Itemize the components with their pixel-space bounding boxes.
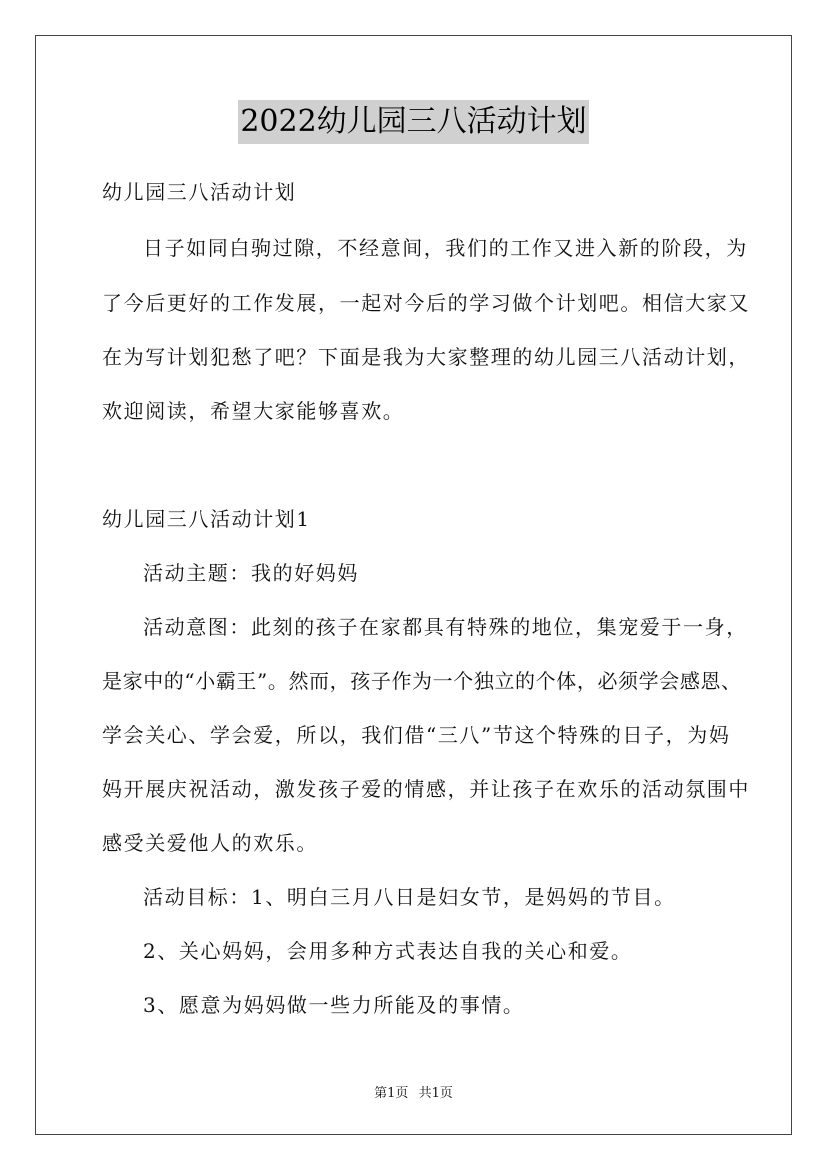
title-container [0, 100, 827, 144]
section-heading: 幼儿园三八活动计划1 [102, 507, 311, 531]
intent-line-1: 活动意图：此刻的孩子在家都具有特殊的地位，集宠爱于一身， [143, 615, 748, 639]
intro-line-4: 欢迎阅读，希望大家能够喜欢。 [102, 399, 405, 423]
goal-line-2: 2、关心妈妈，会用多种方式表达自我的关心和爱。 [143, 939, 633, 963]
intent-line-2: 是家中的“小霸王”。然而，孩子作为一个独立的个体，必须学会感恩、 [102, 669, 742, 693]
page-total: 共1页 [418, 1086, 453, 1101]
goal-line-3: 3、愿意为妈妈做一些力所能及的事情。 [143, 993, 525, 1017]
intent-line-3: 学会关心、学会爱，所以，我们借“三八”节这个特殊的日子，为妈 [102, 723, 731, 747]
intro-line-2: 了今后更好的工作发展，一起对今后的学习做个计划吧。相信大家又 [102, 291, 750, 315]
document-title: 2022幼儿园三八活动计划 [238, 100, 588, 144]
activity-theme: 活动主题：我的好妈妈 [143, 561, 359, 585]
intent-line-4: 妈开展庆祝活动，激发孩子爱的情感，并让孩子在欢乐的活动氛围中 [102, 777, 750, 801]
intro-line-3: 在为写计划犯愁了吧？下面是我为大家整理的幼儿园三八活动计划， [102, 345, 750, 369]
goal-line-1: 活动目标：1、明白三月八日是妇女节，是妈妈的节目。 [143, 885, 676, 909]
intent-line-5: 感受关爱他人的欢乐。 [102, 831, 318, 855]
page-footer [0, 1082, 827, 1101]
subtitle: 幼儿园三八活动计划 [102, 180, 297, 204]
intro-line-1: 日子如同白驹过隙，不经意间，我们的工作又进入新的阶段，为 [143, 236, 748, 260]
page-number: 第1页 [374, 1086, 409, 1101]
